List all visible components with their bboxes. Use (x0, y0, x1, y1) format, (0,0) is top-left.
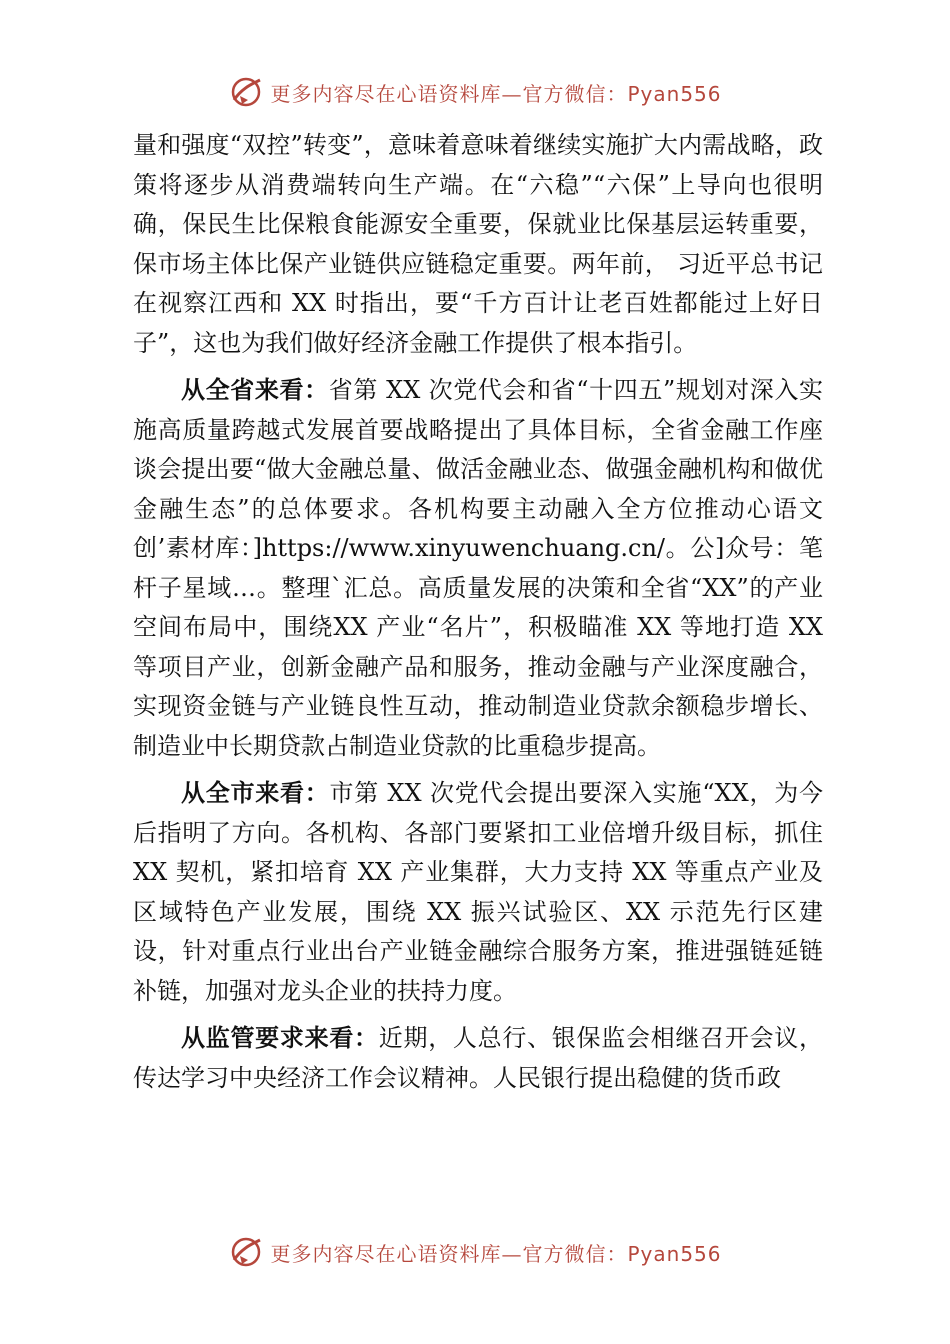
paragraph-lead: 从全市来看： (181, 779, 330, 807)
paragraph-lead: 从全省来看： (181, 376, 329, 404)
paragraph-text: 市第 XX 次党代会提出要深入实施“XX，为今后指明了方向。各机构、各部门要紧扣工业倍增升级目标，抓住 XX 契机，紧扣培育 XX 产业集群，大力支持 XX 等重点产业及区域特色产业发展，围绕 XX 振兴试验区、XX 示范先行区建设，针对重点行业出台产业链金融综合服务方案，推进强链延链补链，加强对龙头企业的扶持力度。 (133, 779, 823, 1005)
brand-logo-icon (228, 1234, 264, 1270)
watermark-banner-bottom (0, 1232, 950, 1272)
paragraph-1 (133, 126, 823, 363)
watermark-text: 更多内容尽在心语资料库—官方微信： (270, 81, 628, 106)
document-body (133, 126, 823, 1106)
paragraph-4 (133, 1019, 823, 1098)
paragraph-text: 近期，人总行、银保监会相继召开会议，传达学习中央经济工作会议精神。人民银行提出稳健的货币政 (133, 1024, 824, 1092)
paragraph-lead: 从监管要求来看： (181, 1024, 379, 1052)
paragraph-text: 量和强度“双控”转变”，意味着意味着继续实施扩大内需战略，政策将逐步从消费端转向生产端。在“六稳”“六保”上导向也很明确，保民生比保粮食能源安全重要，保就业比保基层运转重要，保市场主体比保产业链供应链稳定重要。两年前， 习近平总书记在视察江西和 XX 时指出，要“千方百计让老百姓都能过上好日子”，这也为我们做好经济金融工作提供了根本指引。 (133, 131, 823, 357)
watermark-wechat-id: Pyan556 (627, 81, 722, 106)
paragraph-3 (133, 774, 823, 1011)
paragraph-2 (133, 371, 823, 766)
brand-logo-icon (228, 74, 264, 110)
watermark-wechat-id: Pyan556 (627, 1241, 722, 1266)
paragraph-text: 省第 XX 次党代会和省“十四五”规划对深入实施高质量跨越式发展首要战略提出了具体目标，全省金融工作座谈会提出要“做大金融总量、做活金融业态、做强金融机构和做优金融生态”的总体要求。各机构要主动融入全方位推动心语文创’素材库：]https://www.xinyuwenchuang.cn/。公]众号：笔杆子星域…。整理`汇总。高质量发展的决策和全省“XX”的产业空间布局中，围绕XX 产业“名片”，积极瞄准 XX 等地打造 XX 等项目产业，创新金融产品和服务，推动金融与产业深度融合，实现资金链与产业链良性互动，推动制造业贷款余额稳步增长、制造业中长期贷款占制造业贷款的比重稳步提高。 (133, 376, 824, 760)
watermark-text: 更多内容尽在心语资料库—官方微信： (270, 1241, 628, 1266)
watermark-banner-top (0, 72, 950, 112)
